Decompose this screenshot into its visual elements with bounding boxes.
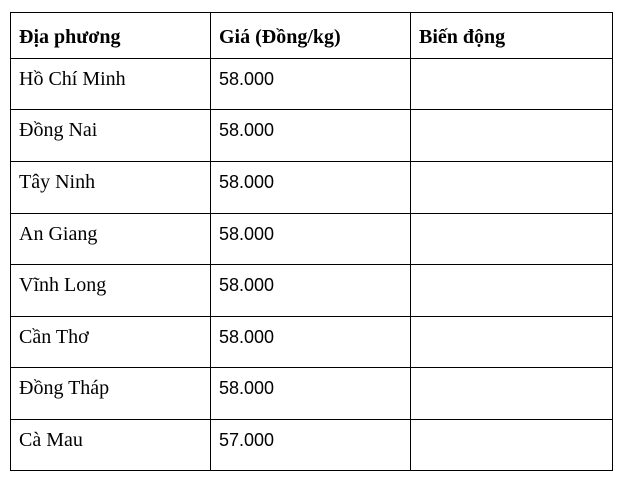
cell-change (411, 59, 613, 110)
table-row (11, 317, 613, 368)
table-row (11, 59, 613, 110)
cell-price: 58.000 (211, 265, 411, 317)
table-body (11, 59, 613, 471)
cell-region: Cà Mau (11, 420, 211, 471)
cell-change (411, 420, 613, 471)
header-price: Giá (Đồng/kg) (211, 13, 411, 59)
table-row (11, 368, 613, 420)
cell-region: Đồng Nai (11, 110, 211, 162)
table-row (11, 110, 613, 162)
header-change: Biến động (411, 13, 613, 59)
cell-region: Vĩnh Long (11, 265, 211, 317)
table-row (11, 420, 613, 471)
cell-price: 58.000 (211, 368, 411, 420)
table-row (11, 265, 613, 317)
cell-region: Đồng Tháp (11, 368, 211, 420)
header-row (11, 13, 613, 59)
price-table (10, 12, 613, 471)
cell-price: 58.000 (211, 110, 411, 162)
header-region: Địa phương (11, 13, 211, 59)
table-row (11, 214, 613, 265)
cell-price: 57.000 (211, 420, 411, 471)
table-row (11, 162, 613, 214)
cell-change (411, 368, 613, 420)
cell-price: 58.000 (211, 317, 411, 368)
cell-region: Hồ Chí Minh (11, 59, 211, 110)
cell-change (411, 162, 613, 214)
cell-change (411, 317, 613, 368)
table-header (11, 13, 613, 59)
cell-region: Cần Thơ (11, 317, 211, 368)
cell-change (411, 110, 613, 162)
cell-price: 58.000 (211, 214, 411, 265)
cell-change (411, 265, 613, 317)
cell-region: Tây Ninh (11, 162, 211, 214)
cell-price: 58.000 (211, 162, 411, 214)
cell-price: 58.000 (211, 59, 411, 110)
cell-change (411, 214, 613, 265)
cell-region: An Giang (11, 214, 211, 265)
